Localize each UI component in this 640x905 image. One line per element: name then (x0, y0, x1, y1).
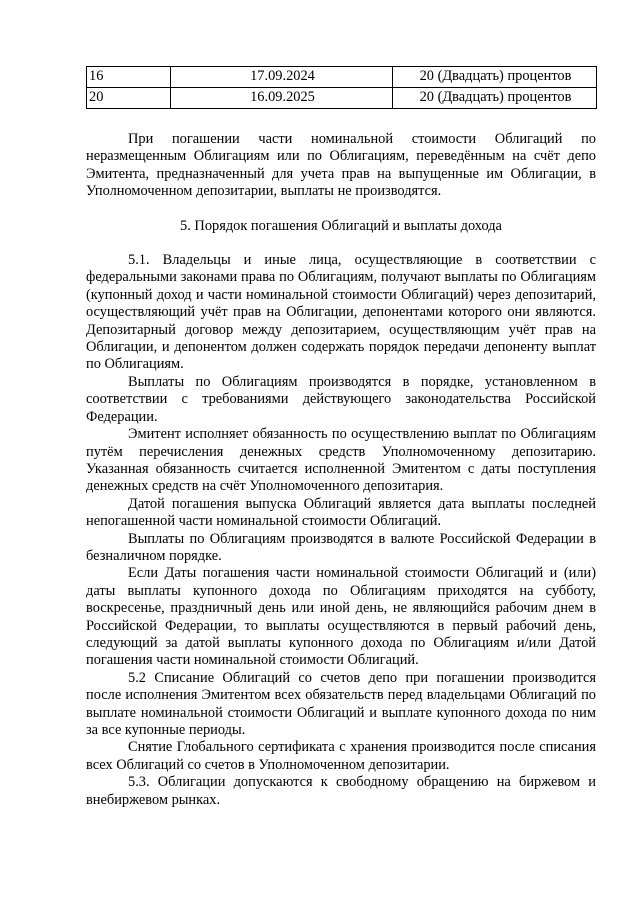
table-cell-number: 16 (87, 67, 171, 88)
table-cell-rate: 20 (Двадцать) процентов (393, 88, 597, 109)
document-body (86, 131, 596, 809)
table-row (87, 88, 597, 109)
paragraph-holiday-rule: Если Даты погашения части номинальной стоимости Облигаций и (или) даты выплаты купонного дохода по Облигациям приходятся на субботу, воскресенье, праздничный день или иной день, не являющийся рабочим днем в Российской Федерации, то выплаты осуществляются в первый рабочий день, следующий за датой выплаты купонного дохода по Облигациям и/или Датой погашения части номинальной стоимости Облигаций. (86, 565, 596, 669)
paragraph-intro: При погашении части номинальной стоимости Облигаций по неразмещенным Облигациям или по Облигациям, переведённым на счёт депо Эмитента, предназначенный для учета прав на выпущенные им Облигации, в Уполномоченном депозитарии, выплаты не производятся. (86, 131, 596, 200)
paragraph-5-3: 5.3. Облигации допускаются к свободному обращению на биржевом и внебиржевом рынках. (86, 774, 596, 808)
paragraph-global-certificate: Снятие Глобального сертификата с хранения производится после списания всех Облигаций со счетов в Уполномоченном депозитарии. (86, 739, 596, 773)
coupon-rate-table (86, 66, 597, 109)
paragraph-5-2: 5.2 Списание Облигаций со счетов депо при погашении производится после исполнения Эмитентом всех обязательств перед владельцами Облигаций по выплате номинальной стоимости Облигаций и выплате купонного дохода по ним за все купонные периоды. (86, 669, 596, 738)
paragraph-payments-order: Выплаты по Облигациям производятся в порядке, установленном в соответствии с требованиями действующего законодательства Российской Федерации. (86, 373, 596, 425)
table-cell-date: 17.09.2024 (171, 67, 393, 88)
table-cell-date: 16.09.2025 (171, 88, 393, 109)
table-row (87, 67, 597, 88)
table-cell-rate: 20 (Двадцать) процентов (393, 67, 597, 88)
paragraph-5-1: 5.1. Владельцы и иные лица, осуществляющие в соответствии с федеральными законами права по Облигациям, получают выплаты по Облигациям (купонный доход и части номинальной стоимости Облигаций) через депозитарий, осуществляющий учёт прав на Облигации, депонентами которого они являются. Депозитарный договор между депозитарием, осуществляющим учёт прав на Облигации, и депонентом должен содержать порядок передачи депоненту выплат по Облигациям. (86, 252, 596, 373)
section-heading: 5. Порядок погашения Облигаций и выплаты дохода (180, 217, 502, 234)
paragraph-currency: Выплаты по Облигациям производятся в валюте Российской Федерации в безналичном порядке. (86, 530, 596, 564)
paragraph-emitent-obligation: Эмитент исполняет обязанность по осуществлению выплат по Облигациям путём перечисления денежных средств Уполномоченному депозитарию. Указанная обязанность считается исполненной Эмитентом с даты поступления денежных средств на счёт Уполномоченного депозитария. (86, 426, 596, 495)
paragraph-redemption-date: Датой погашения выпуска Облигаций является дата выплаты последней непогашенной части номинальной стоимости Облигаций. (86, 495, 596, 530)
table-cell-number: 20 (87, 88, 171, 109)
